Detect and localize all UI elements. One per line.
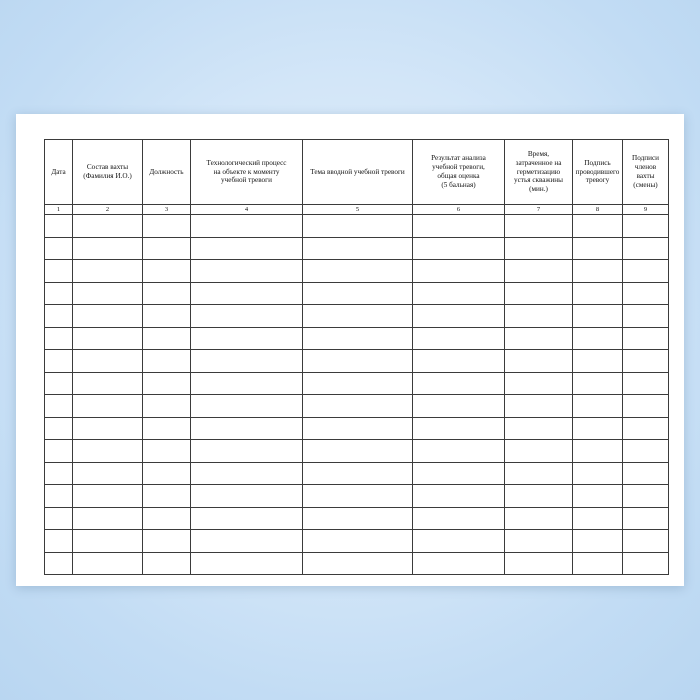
- table-cell-empty[interactable]: [303, 462, 413, 485]
- table-cell-empty[interactable]: [303, 417, 413, 440]
- table-cell-empty[interactable]: [573, 215, 623, 238]
- table-cell-empty[interactable]: [573, 530, 623, 553]
- table-cell-empty[interactable]: [143, 485, 191, 508]
- table-cell-empty[interactable]: [143, 462, 191, 485]
- table-cell-empty[interactable]: [143, 305, 191, 328]
- header-line: Должность: [149, 167, 184, 176]
- table-cell-empty[interactable]: [143, 507, 191, 530]
- header-line: устья скважины: [514, 176, 563, 185]
- table-cell-empty[interactable]: [73, 237, 143, 260]
- table-cell-empty[interactable]: [413, 350, 505, 373]
- table-cell-empty[interactable]: [623, 350, 669, 373]
- table-cell-empty[interactable]: [303, 485, 413, 508]
- table-cell-empty[interactable]: [505, 282, 573, 305]
- table-cell-empty[interactable]: [413, 507, 505, 530]
- table-row[interactable]: [45, 395, 669, 418]
- table-cell-empty[interactable]: [45, 372, 73, 395]
- column-number: 2: [73, 205, 143, 215]
- table-cell-empty[interactable]: [303, 237, 413, 260]
- table-row[interactable]: [45, 327, 669, 350]
- table-cell-empty[interactable]: [623, 462, 669, 485]
- table-cell-empty[interactable]: [143, 417, 191, 440]
- table-row[interactable]: [45, 507, 669, 530]
- header-line: учебной тревоги: [221, 176, 272, 185]
- table-cell-empty[interactable]: [73, 552, 143, 575]
- header-line: учебной тревоги,: [432, 163, 485, 172]
- table-cell-empty[interactable]: [143, 440, 191, 463]
- table-cell-empty[interactable]: [45, 350, 73, 373]
- table-cell-empty[interactable]: [45, 485, 73, 508]
- table-row[interactable]: [45, 372, 669, 395]
- header-line: членов: [634, 163, 657, 172]
- table-cell-empty[interactable]: [73, 260, 143, 283]
- table-cell-empty[interactable]: [623, 237, 669, 260]
- table-cell-empty[interactable]: [573, 552, 623, 575]
- table-cell-empty[interactable]: [413, 417, 505, 440]
- table-cell-empty[interactable]: [191, 417, 303, 440]
- table-cell-empty[interactable]: [143, 395, 191, 418]
- table-cell-empty[interactable]: [573, 395, 623, 418]
- table-header-row: [45, 140, 669, 205]
- table-cell-empty[interactable]: [413, 530, 505, 553]
- table-cell-empty[interactable]: [73, 485, 143, 508]
- table-cell-empty[interactable]: [623, 260, 669, 283]
- table-cell-empty[interactable]: [191, 552, 303, 575]
- table-cell-empty[interactable]: [303, 350, 413, 373]
- table-cell-empty[interactable]: [623, 215, 669, 238]
- table-cell-empty[interactable]: [623, 372, 669, 395]
- table-cell-empty[interactable]: [623, 507, 669, 530]
- header-line: общая оценка: [437, 172, 480, 180]
- table-cell-empty[interactable]: [143, 237, 191, 260]
- table-cell-empty[interactable]: [505, 350, 573, 373]
- table-cell-empty[interactable]: [73, 530, 143, 553]
- table-row[interactable]: [45, 530, 669, 553]
- table-cell-empty[interactable]: [303, 260, 413, 283]
- table-cell-empty[interactable]: [623, 530, 669, 553]
- table-cell-empty[interactable]: [505, 260, 573, 283]
- table-cell-empty[interactable]: [73, 350, 143, 373]
- table-cell-empty[interactable]: [573, 237, 623, 260]
- table-cell-empty[interactable]: [413, 440, 505, 463]
- table-cell-empty[interactable]: [505, 372, 573, 395]
- column-header-crew-signatures: [623, 140, 669, 205]
- table-row[interactable]: [45, 282, 669, 305]
- column-header-date: [45, 140, 73, 205]
- table-cell-empty[interactable]: [73, 282, 143, 305]
- column-number: 9: [623, 205, 669, 215]
- table-cell-empty[interactable]: [143, 552, 191, 575]
- table-cell-empty[interactable]: [191, 485, 303, 508]
- table-cell-empty[interactable]: [413, 372, 505, 395]
- table-cell-empty[interactable]: [73, 215, 143, 238]
- table-cell-empty[interactable]: [573, 327, 623, 350]
- column-header-process: [191, 140, 303, 205]
- table-cell-empty[interactable]: [413, 260, 505, 283]
- table-cell-empty[interactable]: [45, 530, 73, 553]
- table-cell-empty[interactable]: [143, 530, 191, 553]
- table-cell-empty[interactable]: [45, 260, 73, 283]
- table-cell-empty[interactable]: [303, 530, 413, 553]
- table-cell-empty[interactable]: [45, 215, 73, 238]
- column-header-alarm-topic: [303, 140, 413, 205]
- column-header-conductor-signature: [573, 140, 623, 205]
- table-cell-empty[interactable]: [191, 305, 303, 328]
- table-cell-empty[interactable]: [191, 215, 303, 238]
- table-cell-empty[interactable]: [303, 507, 413, 530]
- table-cell-empty[interactable]: [413, 327, 505, 350]
- column-number: 7: [505, 205, 573, 215]
- table-cell-empty[interactable]: [45, 237, 73, 260]
- header-line: Время,: [527, 150, 550, 159]
- table-cell-empty[interactable]: [73, 372, 143, 395]
- table-cell-empty[interactable]: [45, 327, 73, 350]
- table-cell-empty[interactable]: [191, 395, 303, 418]
- header-line: затраченное на: [515, 158, 562, 167]
- table-cell-empty[interactable]: [505, 440, 573, 463]
- table-cell-empty[interactable]: [303, 372, 413, 395]
- header-line: Подписи: [632, 154, 659, 163]
- table-cell-empty[interactable]: [73, 507, 143, 530]
- column-number: 6: [413, 205, 505, 215]
- table-cell-empty[interactable]: [45, 507, 73, 530]
- header-line: (мин.): [529, 185, 548, 194]
- table-cell-empty[interactable]: [573, 462, 623, 485]
- document-sheet: [16, 114, 684, 586]
- table-cell-empty[interactable]: [45, 417, 73, 440]
- header-line: проводившего: [575, 167, 620, 176]
- column-header-position: [143, 140, 191, 205]
- table-cell-empty[interactable]: [45, 462, 73, 485]
- table-cell-empty[interactable]: [573, 417, 623, 440]
- table-cell-empty[interactable]: [143, 327, 191, 350]
- table-cell-empty[interactable]: [623, 327, 669, 350]
- table-cell-empty[interactable]: [45, 282, 73, 305]
- table-cell-empty[interactable]: [191, 260, 303, 283]
- column-number: 8: [573, 205, 623, 215]
- table-cell-empty[interactable]: [45, 440, 73, 463]
- table-cell-empty[interactable]: [505, 327, 573, 350]
- table-cell-empty[interactable]: [191, 372, 303, 395]
- column-header-sealing-time: [505, 140, 573, 205]
- table-cell-empty[interactable]: [191, 282, 303, 305]
- table-cell-empty[interactable]: [45, 552, 73, 575]
- table-cell-empty[interactable]: [73, 305, 143, 328]
- table-cell-empty[interactable]: [505, 305, 573, 328]
- table-cell-empty[interactable]: [505, 485, 573, 508]
- journal-table: [44, 139, 669, 575]
- table-row[interactable]: [45, 417, 669, 440]
- column-number: 4: [191, 205, 303, 215]
- column-number: 3: [143, 205, 191, 215]
- table-cell-empty[interactable]: [143, 215, 191, 238]
- header-line: вахты: [636, 172, 655, 180]
- table-cell-empty[interactable]: [191, 327, 303, 350]
- table-cell-empty[interactable]: [505, 552, 573, 575]
- table-cell-empty[interactable]: [573, 507, 623, 530]
- table-cell-empty[interactable]: [623, 282, 669, 305]
- header-line: (5 бальная): [441, 180, 476, 189]
- table-row[interactable]: [45, 260, 669, 283]
- table-cell-empty[interactable]: [413, 282, 505, 305]
- table-cell-empty[interactable]: [73, 395, 143, 418]
- table-cell-empty[interactable]: [413, 305, 505, 328]
- table-row[interactable]: [45, 485, 669, 508]
- table-cell-empty[interactable]: [45, 395, 73, 418]
- table-cell-empty[interactable]: [505, 417, 573, 440]
- table-cell-empty[interactable]: [191, 440, 303, 463]
- table-cell-empty[interactable]: [623, 305, 669, 328]
- column-number: 5: [303, 205, 413, 215]
- table-row[interactable]: [45, 305, 669, 328]
- table-cell-empty[interactable]: [191, 237, 303, 260]
- table-cell-empty[interactable]: [505, 395, 573, 418]
- table-cell-empty[interactable]: [573, 485, 623, 508]
- table-cell-empty[interactable]: [303, 305, 413, 328]
- table-cell-empty[interactable]: [73, 327, 143, 350]
- header-line: Состав вахты: [86, 163, 129, 172]
- table-cell-empty[interactable]: [73, 440, 143, 463]
- table-cell-empty[interactable]: [143, 372, 191, 395]
- header-line: герметизацию: [516, 167, 561, 176]
- header-line: Тема вводной учебной тревоги: [310, 167, 405, 176]
- table-cell-empty[interactable]: [413, 485, 505, 508]
- column-header-analysis-result: [413, 140, 505, 205]
- column-number: 1: [45, 205, 73, 215]
- table-cell-empty[interactable]: [505, 215, 573, 238]
- table-cell-empty[interactable]: [573, 440, 623, 463]
- table-cell-empty[interactable]: [505, 462, 573, 485]
- table-cell-empty[interactable]: [303, 282, 413, 305]
- table-cell-empty[interactable]: [303, 215, 413, 238]
- table-cell-empty[interactable]: [143, 350, 191, 373]
- table-cell-empty[interactable]: [191, 530, 303, 553]
- header-line: Дата: [51, 167, 66, 176]
- table-cell-empty[interactable]: [303, 552, 413, 575]
- table-cell-empty[interactable]: [413, 237, 505, 260]
- journal-table-body: [45, 215, 669, 575]
- table-cell-empty[interactable]: [191, 507, 303, 530]
- table-cell-empty[interactable]: [413, 395, 505, 418]
- table-cell-empty[interactable]: [413, 215, 505, 238]
- table-row[interactable]: [45, 215, 669, 238]
- table-cell-empty[interactable]: [143, 282, 191, 305]
- table-cell-empty[interactable]: [505, 237, 573, 260]
- header-line: Результат анализа: [431, 154, 486, 163]
- journal-table-wrapper: [44, 139, 659, 575]
- table-row[interactable]: [45, 237, 669, 260]
- header-line: Технологический процесс: [206, 158, 287, 167]
- header-line: Подпись: [584, 158, 611, 167]
- table-cell-empty[interactable]: [623, 395, 669, 418]
- table-row[interactable]: [45, 552, 669, 575]
- table-cell-empty[interactable]: [623, 552, 669, 575]
- table-cell-empty[interactable]: [623, 485, 669, 508]
- column-header-watch-crew: [73, 140, 143, 205]
- table-cell-empty[interactable]: [413, 462, 505, 485]
- header-line: (Фамилия И.О.): [83, 172, 132, 180]
- header-line: на объекте к моменту: [213, 167, 280, 176]
- table-cell-empty[interactable]: [143, 260, 191, 283]
- table-cell-empty[interactable]: [45, 305, 73, 328]
- table-row[interactable]: [45, 350, 669, 373]
- header-line: (смены): [633, 180, 658, 189]
- table-row[interactable]: [45, 462, 669, 485]
- table-cell-empty[interactable]: [303, 327, 413, 350]
- table-row[interactable]: [45, 440, 669, 463]
- table-cell-empty[interactable]: [623, 417, 669, 440]
- table-cell-empty[interactable]: [73, 462, 143, 485]
- table-cell-empty[interactable]: [191, 462, 303, 485]
- table-cell-empty[interactable]: [413, 552, 505, 575]
- table-cell-empty[interactable]: [303, 440, 413, 463]
- table-cell-empty[interactable]: [505, 507, 573, 530]
- table-cell-empty[interactable]: [73, 417, 143, 440]
- table-cell-empty[interactable]: [573, 260, 623, 283]
- table-cell-empty[interactable]: [303, 395, 413, 418]
- table-cell-empty[interactable]: [573, 372, 623, 395]
- table-cell-empty[interactable]: [623, 440, 669, 463]
- table-cell-empty[interactable]: [573, 305, 623, 328]
- table-cell-empty[interactable]: [191, 350, 303, 373]
- table-cell-empty[interactable]: [505, 530, 573, 553]
- table-cell-empty[interactable]: [573, 350, 623, 373]
- column-number-row: [45, 205, 669, 215]
- header-line: тревогу: [585, 176, 610, 185]
- table-cell-empty[interactable]: [573, 282, 623, 305]
